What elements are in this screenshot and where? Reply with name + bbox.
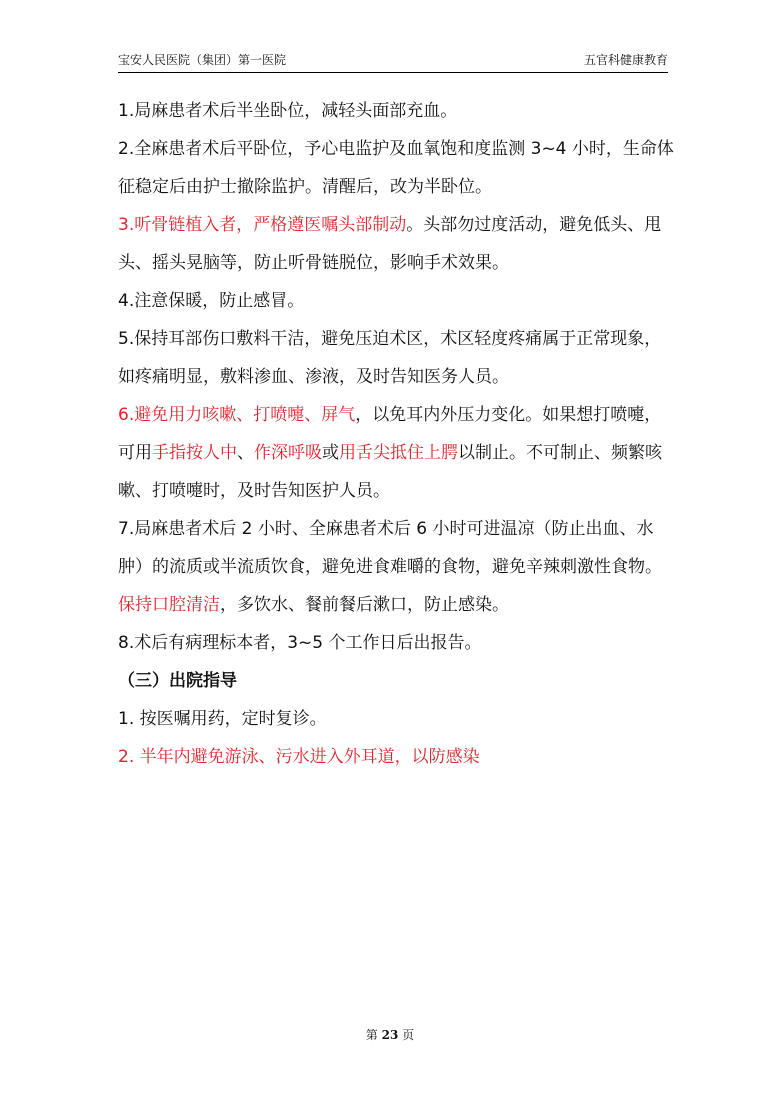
header-department: 五官科健康教育	[583, 53, 668, 67]
instruction-6-highlight-4: 用舌尖抵住上腭	[339, 443, 458, 463]
instruction-6-highlight-3: 作深呼吸	[254, 443, 322, 463]
section-title-discharge: （三）出院指导	[118, 671, 237, 691]
instruction-6-highlight-2: 手指按人中	[152, 443, 237, 463]
discharge-item-2-highlight: 半年内避免游泳、污水进入外耳道，以防感染	[139, 747, 480, 767]
instruction-3-number: 3.	[118, 215, 135, 235]
instruction-6-text-2: 、	[237, 443, 254, 463]
header-hospital-name: 宝安人民医院（集团）第一医院	[118, 53, 287, 67]
instruction-7-text: 7.局麻患者术后 2 小时、全麻患者术后 6 小时可进温凉（防止出血、水肿）的流质或半流质饮食，避免进食难嚼的食物，避免辛辣刺激性食物。	[118, 519, 662, 577]
discharge-item-2	[118, 738, 678, 776]
instruction-6-text-1: ，以免耳内外压力变化。如果想打喷嚏，可用	[118, 405, 662, 463]
instruction-7-highlight: 保持口腔清洁	[118, 595, 220, 615]
discharge-item-2-number: 2.	[118, 747, 140, 767]
instruction-6-highlight-1: 避免用力咳嗽、打喷嚏、屏气	[134, 405, 356, 425]
instruction-2: 2.全麻患者术后平卧位，予心电监护及血氧饱和度监测 3~4 小时，生命体征稳定后由护士撤除监护。清醒后，改为半卧位。	[118, 139, 674, 197]
footer-suffix: 页	[402, 1028, 415, 1042]
document-body	[118, 92, 678, 776]
instruction-4: 4.注意保暖，防止感冒。	[118, 291, 305, 311]
instruction-3	[118, 206, 678, 282]
instruction-6-number: 6.	[118, 405, 135, 425]
instruction-7	[118, 510, 678, 624]
page-number: 23	[381, 1028, 399, 1042]
instruction-3-highlight: 听骨链植入者，严格遵医嘱头部制动	[134, 215, 407, 235]
instruction-1: 1.局麻患者术后半坐卧位，减轻头面部充血。	[118, 101, 458, 121]
instruction-6-text-3: 或	[322, 443, 339, 463]
discharge-item-1: 1. 按医嘱用药，定时复诊。	[118, 709, 327, 729]
instruction-6-text-4: 以制止。不可制止、频繁咳嗽、打喷嚏时，及时告知医护人员。	[118, 443, 662, 501]
instruction-3-text: 。头部勿过度活动，避免低头、甩头、摇头晃脑等，防止听骨链脱位，影响手术效果。	[118, 215, 662, 273]
instruction-5: 5.保持耳部伤口敷料干洁，避免压迫术区，术区轻度疼痛属于正常现象，如疼痛明显，敷料渗血、渗液，及时告知医务人员。	[118, 329, 662, 387]
instruction-7-text-2: ，多饮水、餐前餐后漱口，防止感染。	[220, 595, 509, 615]
instruction-8: 8.术后有病理标本者，3~5 个工作日后出报告。	[118, 633, 482, 653]
page-footer	[0, 1026, 780, 1043]
instruction-6	[118, 396, 678, 510]
footer-prefix: 第	[365, 1028, 378, 1042]
page-header	[118, 50, 668, 73]
